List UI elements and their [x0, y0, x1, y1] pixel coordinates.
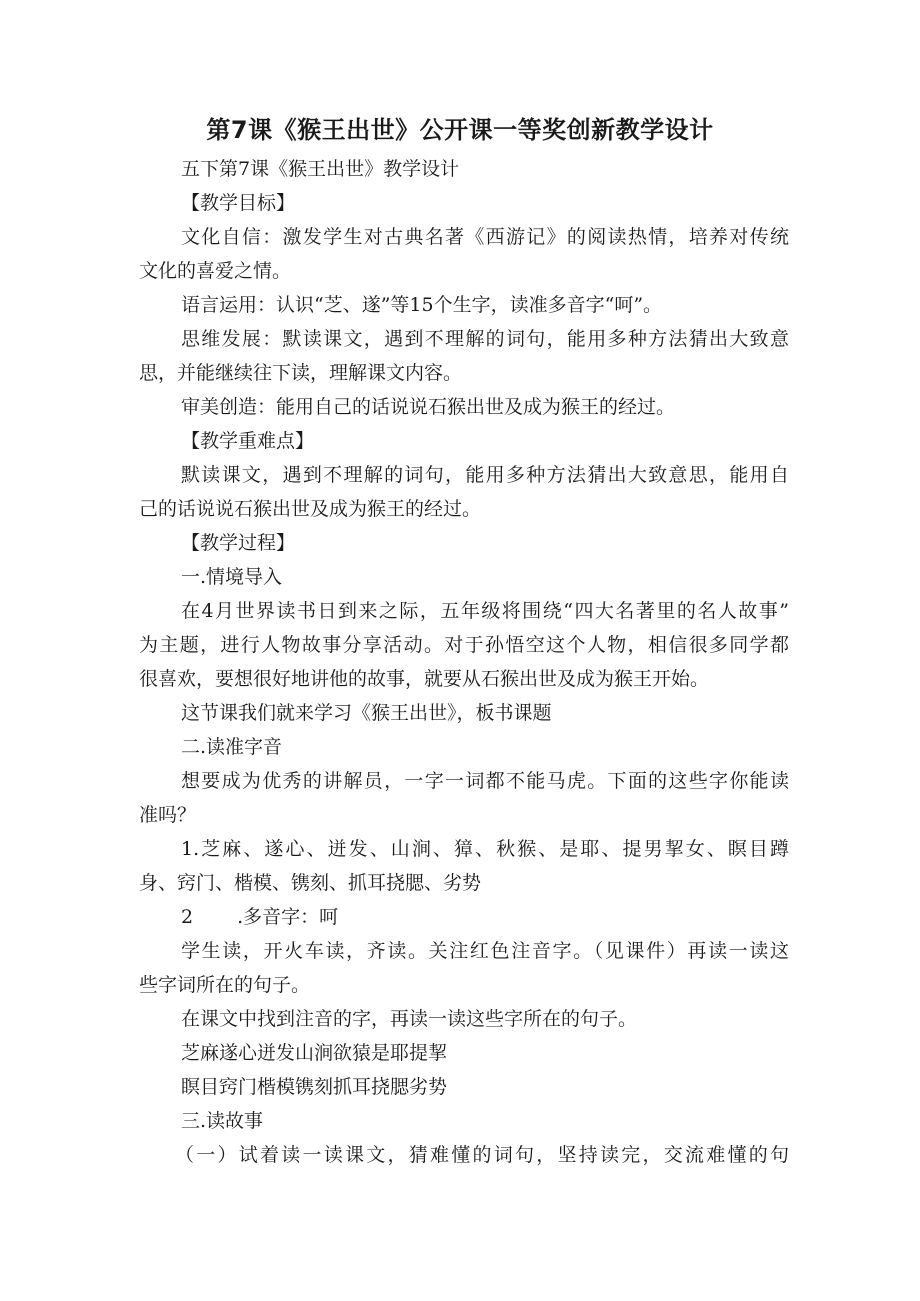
paragraph-line: 文化的喜爱之情。 [139, 260, 292, 282]
list-item: 1.芝麻、遂心、迸发、山涧、獐、秋猴、是耶、提男挈女、瞑目蹲 [181, 838, 789, 860]
paragraph-line: 语言运用：认识“芝、遂”等15个生字，读准多音字“呵”。 [181, 294, 663, 316]
document-body [139, 152, 789, 1172]
paragraph-line: 这节课我们就来学习《猴王出世》，板书课题 [181, 702, 552, 724]
paragraph-line: 思维发展：默读课文，遇到不理解的词句，能用多种方法猜出大致意 [181, 328, 789, 350]
list-item-continued: 身、窍门、楷模、镌刻、抓耳挠腮、劣势 [139, 872, 482, 894]
list-item [139, 900, 789, 934]
paragraph-line: 想要成为优秀的讲解员，一字一词都不能马虎。下面的这些字你能读 [181, 770, 789, 792]
list-item-text: .多音字：呵 [237, 906, 339, 928]
list-item-number: 2 [181, 906, 194, 928]
section-heading-process: 【教学过程】 [181, 532, 296, 554]
paragraph-line: 些字词所在的句子。 [139, 974, 311, 996]
paragraph-line: 思，并能继续往下读，理解课文内容。 [139, 362, 463, 384]
document-title: 第7课《猴王出世》公开课一等奖创新教学设计 [206, 116, 714, 144]
paragraph-line: 在4月世界读书日到来之际，五年级将围绕“四大名著里的名人故事” [181, 600, 789, 622]
step-heading: 三.读故事 [181, 1110, 264, 1132]
section-heading-key-points: 【教学重难点】 [181, 430, 315, 452]
paragraph-line: （一）试着读一读课文，猜难懂的词句，坚持读完，交流难懂的句 [175, 1144, 789, 1166]
word-list-line: 瞑目窍门楷模镌刻抓耳挠腮劣势 [181, 1076, 448, 1098]
paragraph-line: 在课文中找到注音的字，再读一读这些字所在的句子。 [181, 1008, 638, 1030]
step-heading: 二.读准字音 [181, 736, 283, 758]
paragraph-line: 学生读，开火车读，齐读。关注红色注音字。（见课件）再读一读这 [181, 940, 789, 962]
paragraph-line: 审美创造：能用自己的话说说石猴出世及成为猴王的经过。 [181, 396, 676, 418]
paragraph-line: 己的话说说石猴出世及成为猴王的经过。 [139, 498, 482, 520]
paragraph-line: 默读课文，遇到不理解的词句，能用多种方法猜出大致意思，能用自 [181, 464, 789, 486]
word-list-line: 芝麻遂心迸发山涧欲猿是耶提挈 [181, 1042, 448, 1064]
paragraph-line: 为主题，进行人物故事分享活动。对于孙悟空这个人物，相信很多同学都 [139, 634, 789, 656]
subtitle-line: 五下第7课《猴王出世》教学设计 [181, 158, 460, 180]
section-heading-objectives: 【教学目标】 [181, 192, 296, 214]
step-heading: 一.情境导入 [181, 566, 283, 588]
paragraph-line: 很喜欢，要想很好地讲他的故事，就要从石猴出世及成为猴王开始。 [139, 668, 710, 690]
paragraph-line: 准吗？ [139, 804, 197, 826]
paragraph-line: 文化自信：激发学生对古典名著《西游记》的阅读热情，培养对传统 [181, 226, 789, 248]
